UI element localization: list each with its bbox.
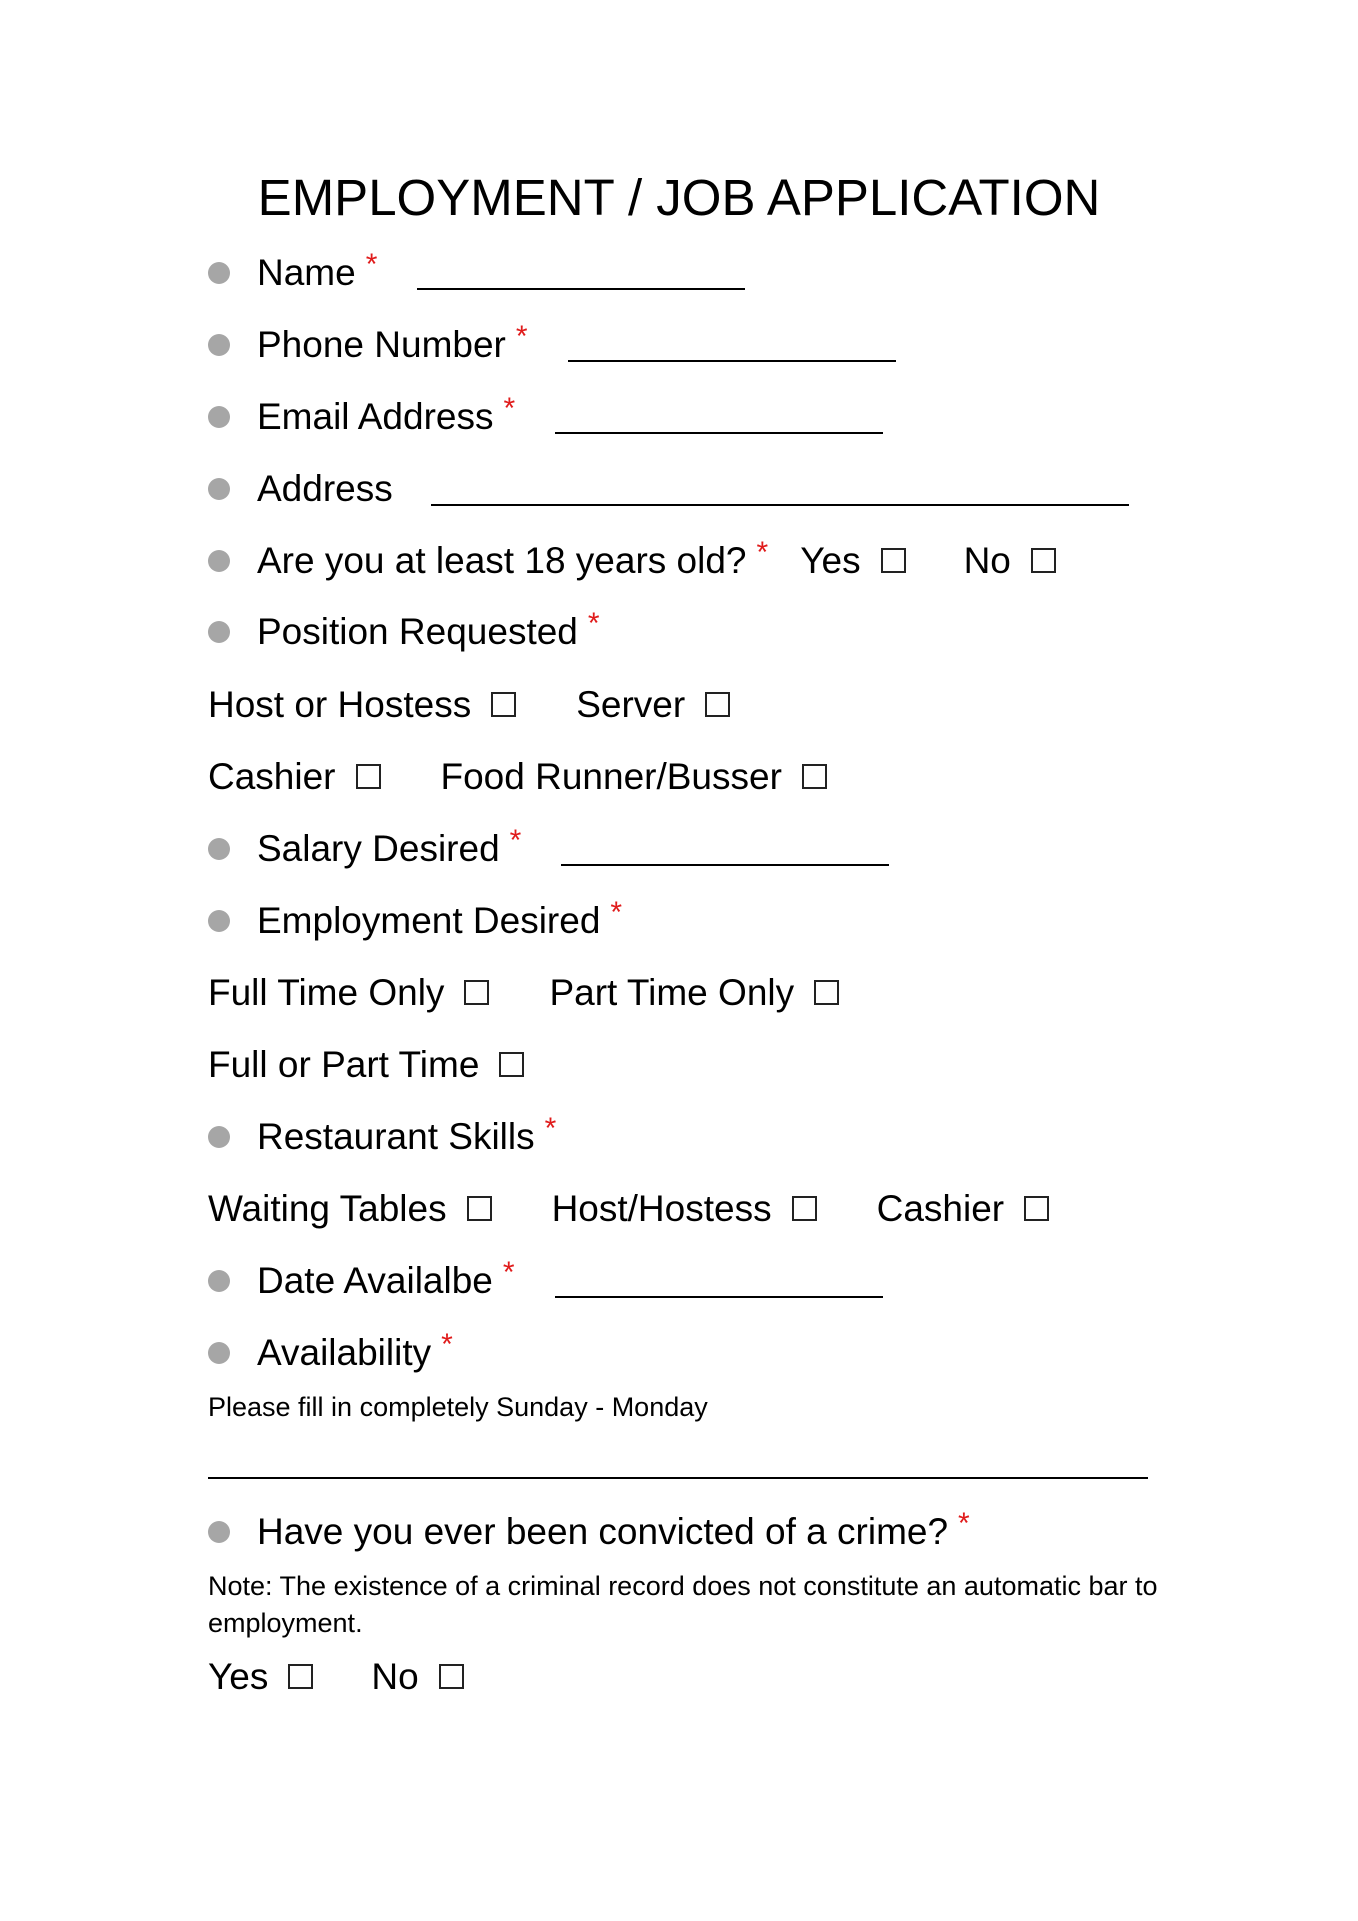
required-marker: *	[756, 536, 769, 569]
skills-cashier-label: Cashier	[876, 1188, 1005, 1229]
skills-options-row	[208, 1183, 1049, 1235]
availability-label: Availability	[257, 1332, 432, 1373]
bullet-icon	[208, 550, 230, 572]
position-cashier-option	[208, 755, 381, 799]
employment-parttime-label: Part Time Only	[549, 972, 795, 1013]
position-cashier-checkbox[interactable]	[356, 764, 381, 789]
position-options-row-2	[208, 751, 827, 803]
availability-row	[208, 1327, 453, 1379]
crime-no-checkbox[interactable]	[439, 1664, 464, 1689]
salary-label: Salary Desired	[257, 828, 500, 869]
bullet-icon	[208, 1126, 230, 1148]
crime-row	[208, 1506, 970, 1558]
employment-either-checkbox[interactable]	[499, 1052, 524, 1077]
employment-label: Employment Desired	[257, 900, 601, 941]
position-label: Position Requested	[257, 611, 578, 652]
name-field[interactable]	[417, 288, 745, 290]
required-marker: *	[502, 1256, 515, 1289]
position-cashier-label: Cashier	[208, 756, 336, 797]
employment-either-option	[208, 1043, 524, 1087]
employment-either-label: Full or Part Time	[208, 1044, 480, 1085]
bullet-icon	[208, 262, 230, 284]
crime-label: Have you ever been convicted of a crime?	[257, 1511, 949, 1552]
age-no-checkbox[interactable]	[1031, 548, 1056, 573]
skills-host-option	[552, 1187, 817, 1231]
position-row	[208, 606, 600, 658]
age-no-label: No	[963, 540, 1011, 581]
position-host-checkbox[interactable]	[491, 692, 516, 717]
skills-row	[208, 1111, 556, 1163]
phone-label: Phone Number	[257, 324, 506, 365]
crime-note: Note: The existence of a criminal record does not constitute an automatic bar to employment.	[208, 1571, 1158, 1638]
availability-field[interactable]	[208, 1477, 1148, 1479]
name-label: Name	[257, 252, 356, 293]
required-marker: *	[958, 1507, 970, 1540]
bullet-icon	[208, 1342, 230, 1364]
employment-fulltime-label: Full Time Only	[208, 972, 445, 1013]
age-label: Are you at least 18 years old?	[257, 540, 747, 581]
skills-cashier-checkbox[interactable]	[1024, 1196, 1049, 1221]
age-yes-label: Yes	[800, 540, 861, 581]
crime-no-option	[371, 1655, 463, 1699]
position-server-label: Server	[576, 684, 686, 725]
position-host-label: Host or Hostess	[208, 684, 472, 725]
date-available-label: Date Availalbe	[257, 1260, 493, 1301]
phone-field[interactable]	[568, 360, 896, 362]
bullet-icon	[208, 334, 230, 356]
position-runner-option	[441, 755, 827, 799]
email-label: Email Address	[257, 396, 494, 437]
required-marker: *	[587, 607, 600, 640]
required-marker: *	[544, 1112, 557, 1145]
required-marker: *	[610, 896, 623, 929]
employment-options-row-2	[208, 1039, 524, 1091]
date-available-field[interactable]	[555, 1296, 883, 1298]
required-marker: *	[503, 392, 516, 425]
name-row	[208, 247, 745, 299]
required-marker: *	[365, 248, 378, 281]
position-runner-checkbox[interactable]	[802, 764, 827, 789]
position-options-row-1	[208, 679, 730, 731]
position-server-checkbox[interactable]	[705, 692, 730, 717]
age-yes-option	[800, 539, 905, 583]
address-row	[208, 463, 1129, 515]
crime-options-row	[208, 1651, 464, 1703]
age-no-option	[964, 539, 1056, 583]
crime-yes-label: Yes	[208, 1656, 269, 1697]
bullet-icon	[208, 838, 230, 860]
skills-host-checkbox[interactable]	[792, 1196, 817, 1221]
bullet-icon	[208, 621, 230, 643]
skills-waiting-checkbox[interactable]	[467, 1196, 492, 1221]
crime-no-label: No	[371, 1656, 419, 1697]
bullet-icon	[208, 910, 230, 932]
required-marker: *	[515, 320, 528, 353]
skills-host-label: Host/Hostess	[551, 1188, 772, 1229]
bullet-icon	[208, 1521, 230, 1543]
bullet-icon	[208, 478, 230, 500]
skills-waiting-label: Waiting Tables	[208, 1188, 447, 1229]
skills-label: Restaurant Skills	[257, 1116, 535, 1157]
crime-yes-option	[208, 1655, 313, 1699]
address-field[interactable]	[431, 504, 1129, 506]
required-marker: *	[509, 824, 522, 857]
availability-hint: Please fill in completely Sunday - Monday	[208, 1392, 708, 1422]
bullet-icon	[208, 406, 230, 428]
email-row	[208, 391, 883, 443]
salary-field[interactable]	[561, 864, 889, 866]
employment-fulltime-option	[208, 971, 489, 1015]
employment-parttime-checkbox[interactable]	[814, 980, 839, 1005]
employment-options-row-1	[208, 967, 839, 1019]
position-runner-label: Food Runner/Busser	[440, 756, 782, 797]
age-row	[208, 535, 1056, 587]
employment-parttime-option	[549, 971, 839, 1015]
date-available-row	[208, 1255, 883, 1307]
position-server-option	[576, 683, 730, 727]
position-host-option	[208, 683, 516, 727]
skills-waiting-option	[208, 1187, 492, 1231]
age-yes-checkbox[interactable]	[881, 548, 906, 573]
page-title: EMPLOYMENT / JOB APPLICATION	[257, 169, 1101, 226]
employment-fulltime-checkbox[interactable]	[464, 980, 489, 1005]
email-field[interactable]	[555, 432, 883, 434]
employment-row	[208, 895, 622, 947]
required-marker: *	[441, 1328, 453, 1361]
crime-yes-checkbox[interactable]	[288, 1664, 313, 1689]
bullet-icon	[208, 1270, 230, 1292]
skills-cashier-option	[877, 1187, 1050, 1231]
salary-row	[208, 823, 889, 875]
phone-row	[208, 319, 896, 371]
address-label: Address	[257, 468, 393, 509]
